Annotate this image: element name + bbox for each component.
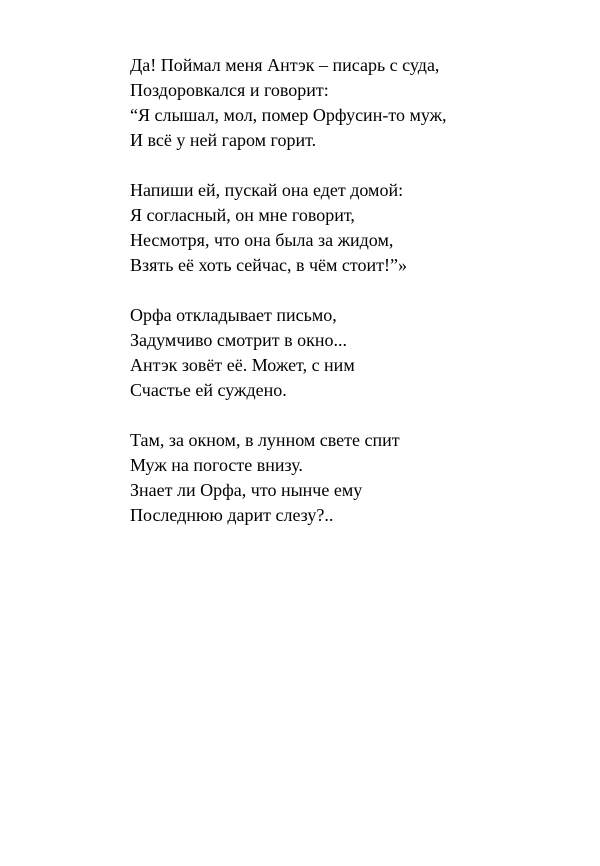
poem-line: Я согласный, он мне говорит, [130, 205, 355, 225]
poem-text [130, 53, 570, 553]
poem-line: Муж на погосте внизу. [130, 455, 303, 475]
poem-line: Там, за окном, в лунном свете спит [130, 430, 400, 450]
poem-line: Счастье ей суждено. [130, 380, 287, 400]
poem-line: Несмотря, что она была за жидом, [130, 230, 394, 250]
poem-line: И всё у ней гаром горит. [130, 130, 317, 150]
poem-line: “Я слышал, мол, помер Орфусин-то муж, [130, 105, 447, 125]
stanza-4 [130, 428, 570, 528]
poem-line: Задумчиво смотрит в окно... [130, 330, 347, 350]
stanza-2 [130, 178, 570, 278]
poem-line: Антэк зовёт её. Может, с ним [130, 355, 355, 375]
poem-line: Взять её хоть сейчас, в чём стоит!”» [130, 255, 407, 275]
poem-line: Да! Поймал меня Антэк – писарь с суда, [130, 55, 440, 75]
poem-line: Последнюю дарит слезу?.. [130, 505, 334, 525]
stanza-1 [130, 53, 570, 153]
poem-line: Орфа откладывает письмо, [130, 305, 337, 325]
poem-line: Напиши ей, пускай она едет домой: [130, 180, 404, 200]
poem-line: Поздоровкался и говорит: [130, 80, 329, 100]
stanza-3 [130, 303, 570, 403]
poem-line: Знает ли Орфа, что нынче ему [130, 480, 363, 500]
